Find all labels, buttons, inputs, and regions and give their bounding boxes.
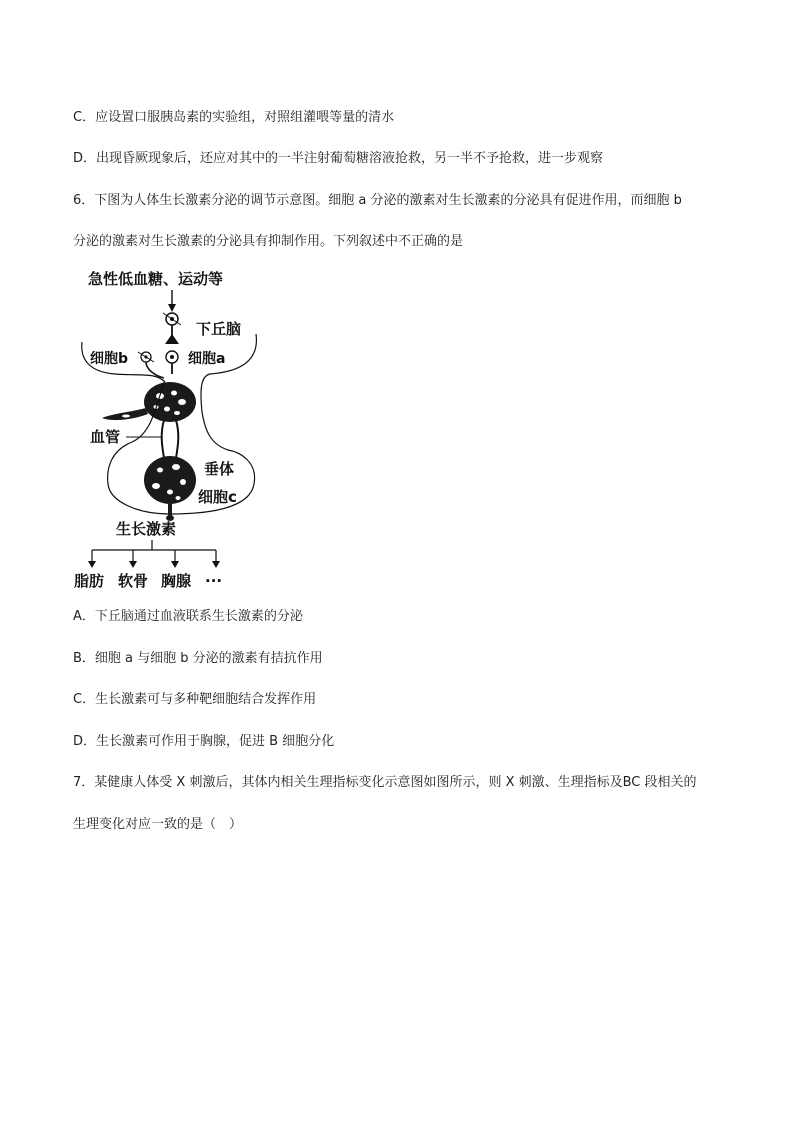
- target-arrows: [88, 550, 220, 568]
- q7-stem-line1: 7．某健康人体受 X 刺激后，其体内相关生理指标变化示意图如图所示，则 X 刺激、生理指标及BC 段相关的: [73, 775, 697, 790]
- option-prev-c: C．应设置口服胰岛素的实验组，对照组灌喂等量的清水: [73, 110, 395, 125]
- q6-option-a: A．下丘脑通过血液联系生长激素的分泌: [73, 609, 303, 624]
- q6-option-b: B．细胞 a 与细胞 b 分泌的激素有拮抗作用: [73, 651, 323, 666]
- growth-hormone-diagram: [60, 262, 300, 592]
- pituitary-plexus: [144, 456, 196, 521]
- label-vessel: 血管: [90, 428, 121, 446]
- label-cell-c: 细胞c: [198, 488, 237, 506]
- q6-stem-line1: 6．下图为人体生长激素分泌的调节示意图。细胞 a 分泌的激素对生长激素的分泌具有促进作用，而细胞 b: [73, 193, 682, 208]
- option-prev-d: D．出现昏厥现象后，还应对其中的一半注射葡萄糖溶液抢救，另一半不予抢救，进一步观察: [73, 151, 604, 166]
- cell-b-icon: [138, 352, 164, 378]
- label-cell-a: 细胞a: [188, 351, 226, 367]
- label-pituitary: 垂体: [204, 460, 235, 478]
- portal-vessel: [162, 420, 179, 458]
- cell-a-icon: [166, 351, 178, 374]
- label-hormone: 生长激素: [116, 520, 177, 538]
- portal-plexus: [102, 382, 196, 422]
- target-fat: 脂肪: [74, 572, 105, 590]
- target-cartilage: 软骨: [118, 572, 149, 590]
- q7-stem-line2: 生理变化对应一致的是（ ）: [73, 817, 243, 832]
- q6-option-c: C．生长激素可与多种靶细胞结合发挥作用: [73, 692, 317, 707]
- target-etc: ···: [205, 572, 223, 590]
- neuron-icon-top: [163, 313, 181, 344]
- label-hypothalamus: 下丘脑: [196, 320, 242, 338]
- target-thymus: 胸腺: [161, 572, 192, 590]
- label-stimulus: 急性低血糖、运动等: [88, 270, 224, 288]
- q6-option-d: D．生长激素可作用于胸腺，促进 B 细胞分化: [73, 734, 335, 749]
- q6-stem-line2: 分泌的激素对生长激素的分泌具有抑制作用。下列叙述中不正确的是: [73, 234, 464, 249]
- label-cell-b: 细胞b: [90, 351, 129, 367]
